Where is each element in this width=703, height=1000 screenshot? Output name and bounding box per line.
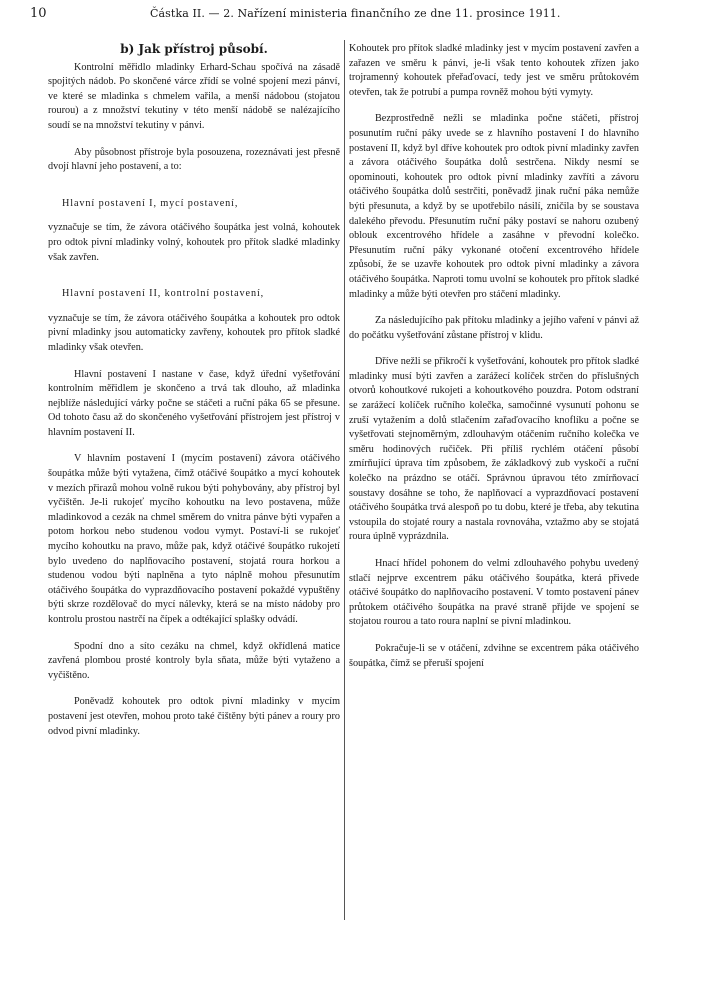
paragraph: Dříve nežli se přikročí k vyšetřování, kohoutek pro přítok sladké mladinky musí býti zavřen a zarážecí kolíček strčen do příslušných otvorů kohoutkové rukojeti a kohoutkového pouzdra. Potom odstraní se zarážecí kolíček ručního kolečka, samočinné vysunutí pohonu se zruší vytažením a dolů stlačením zařaďovacího knoflíku a počne se vyšetřovati stejnoměrným, zdlouhavým otáčením ručního kolečka ve směru hodinových ručiček. Při příliš rychlém otáčení působí zmírňující úprava tím způsobem, že základkový zub vyskočí a ruční kolečko na prázdno se otáčí. Správnou úpravou této zmírňovací soustavy dosáhne se toho, že naplňovací a vyprazdňovací postavení otáčivého šoupátka trvá alespoň po tu dobu, které je třeba, aby tekutina vstoupila do stojaté roury a nastala rovnováha, vztažmo aby se stojatá roura úplně vyprázdnila. [349,356,639,543]
paragraph: vyznačuje se tím, že závora otáčivého šoupátka jest volná, kohoutek pro odtok pivní mladinky volný, kohoutek pro přítok sladké mladinky však zavřen. [48,222,340,263]
paragraph: Aby působnost přístroje byla posouzena, rozeznávati jest přesně dvojí hlavní jeho postavení, a to: [48,146,340,173]
paragraph: Kontrolní měřidlo mladinky Erhard-Schau spočívá na zásadě spojitých nádob. Po skončené várce zřídí se volné spojení mezi pánví, ve které se mladinka s chmelem vařila, a menší nádobou (stojatou rourou) a z množství tekutiny v této menší nádobě se nalézajícího soudí se na množství tekutiny v pánvi. [48,61,340,131]
right-column [349,42,639,671]
paragraph: V hlavním postavení I (mycím postavení) závora otáčivého šoupátka může býti vytažena, čímž otáčivé šoupátko a mycí kohoutek v mezích přirazů mohou volně rukou býti pohybovány, aby přístroj byl vyčištěn. Je-li rukojeť mycího kohoutku na levo postavena, může mladinkovod a cezák na chmel směrem do vnitra pánve býti vypařen a potom horkou nebo studenou vodou vymyt. Postaví-li se rukojeť mycího kohoutku na pravo, může pak, když otáčivé šoupátko rukojetí bylo uvedeno do naplňovacího postavení, stojatá roura horkou a studenou vodou býti naplněna a tyto náplně mohou přesunutím otáčivého šoupátka do vyprazdňovacího postavení pokaždé vypuštěny býti skrze rozdělovač do mycí nálevky, která se na místo nádoby pro kontrolu prostou nastrčí na čípek a odtékající splašky odvádí. [48,453,340,625]
paragraph: Poněvadž kohoutek pro odtok pivní mladinky v mycím postavení jest otevřen, mohou proto také čištěny býti pánev a roury pro odvod pivní mladinky. [48,696,340,737]
paragraph: Kohoutek pro přítok sladké mladinky jest v mycím postavení zavřen a zařazen ve směru k pánvi, je-li však tento kohoutek zřízen jako trojramenný kohoutek přeřaďovací, tedy jest ve směru průtokovém otevřen, tak že potrubí a pumpa rovněž mohou býti vymyty. [349,43,639,98]
paragraph: Pokračuje-li se v otáčení, zdvihne se excentrem páka otáčivého šoupátka, čímž se přeruší spojení [349,642,639,669]
paragraph: Hnací hřídel pohonem do velmi zdlouhavého pohybu uvedený stlačí nejprve excentrem páku otáčivého šoupátka, která přivede otáčivé šoupátko do naplňovacího postavení. V tomto postavení pánev průtokem otáčivého šoupátka na pravé straně přijde ve spojení se stojatou rourou a tato roura naplní se pivní mladinkou. [349,558,639,628]
left-column [48,42,340,739]
paragraph: Spodní dno a síto cezáku na chmel, když okřídlená matice zavřená plombou prosté kontroly byla sňata, může býti vytaženo a vyčištěno. [48,640,340,681]
section-heading: b) Jak přístroj působí. [120,42,268,56]
paragraph: Za následujícího pak přítoku mladinky a jejího vaření v pánvi až do počátku vyšetřování zůstane přístroj v klidu. [349,315,639,341]
column-divider [344,40,345,920]
subheading: Hlavní postavení I, mycí postavení, [62,197,239,209]
paragraph: Bezprostředně nežli se mladinka počne stáčeti, přístroj posunutím ruční páky uvede se z hlavního postavení I do hlavního postavení II, když byl dříve kohoutek pro odtok pivní mladinky zavřen a závora otáčivého šoupátka dolů sestrčena. Nikdy nesmí se opominouti, kohoutek pro odtok pivní mladinky zavříti a závoru otáčivého šoupátka dolů sestrčiti, poněvadž jinak ruční páka nemůže býti přesunuta, a když by se upotřebilo násilí, zničila by se soustava dalekého převodu. Přesunutím ruční páky postaví se nahoru ozubený oblouk excentrového hřídele a zasáhne v převodní kolečko. Přesunutím ruční páky vykonané otočení excentrového hřídele způsobí, že se uzavře kohoutek pro odtok pivní mladinky a závora otáčivého šoupátka. Naproti tomu uvolní se kohoutek pro přítok sladké mladinky a může býti otevřen pro stáčení mladinky. [349,113,639,300]
subheading: Hlavní postavení II, kontrolní postavení, [62,288,265,300]
page-number: 10 [30,6,47,21]
paragraph: vyznačuje se tím, že závora otáčivého šoupátka a kohoutek pro odtok pivní mladinky jsou automaticky zavřeny, kohoutek pro přítok sladké mladinky však otevřen. [48,312,340,353]
paragraph: Hlavní postavení I nastane v čase, když úřední vyšetřování kontrolním měřidlem je skončeno a trvá tak dlouho, až mladinka nejblíže následující várky počne se stáčeti a ruční páka 65 se přesune. Od tohoto času až do skončeného vyšetřování přístrojem jest přístroj v hlavním postavení II. [48,368,340,438]
running-head: Částka II. — 2. Nařízení ministeria finančního ze dne 11. prosince 1911. [150,7,561,20]
